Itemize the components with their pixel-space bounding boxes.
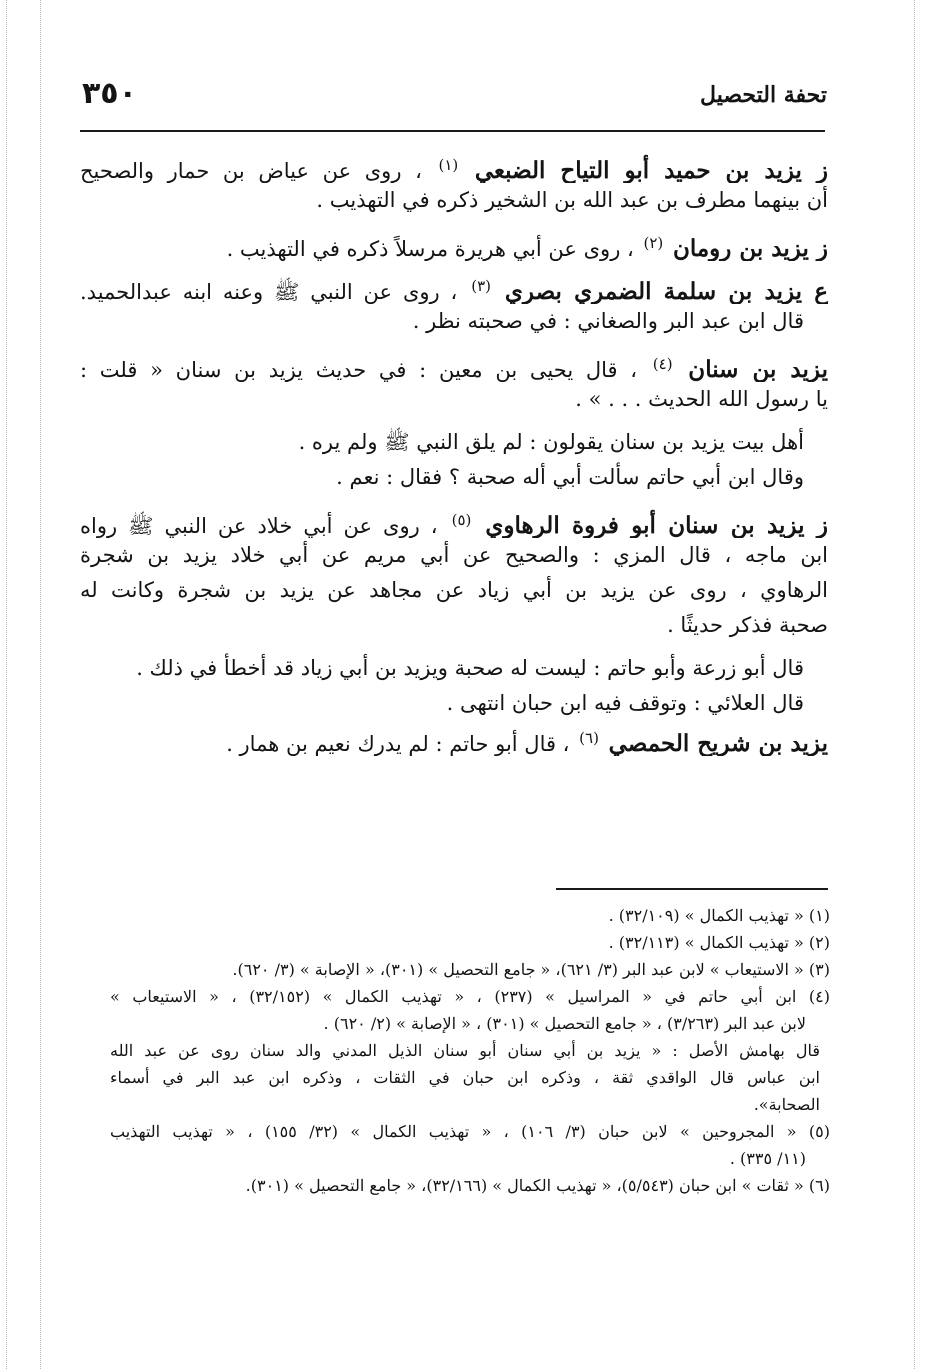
text-line: ابن ماجه ، قال المزي : والصحيح عن أبي مريم عن أبي خلاد يزيد بن شجرة <box>80 543 828 567</box>
main-text <box>80 148 828 756</box>
text-line <box>80 721 828 756</box>
scan-edge-right <box>914 0 915 1369</box>
text-line: قال أبو زرعة وأبو حاتم : ليست له صحبة ويزيد بن أبي زياد قد أخطأ في ذلك . <box>136 656 804 680</box>
running-title: تحفة التحصيل <box>700 82 827 108</box>
text-line <box>80 503 828 538</box>
text-line <box>80 347 828 382</box>
entry-text: ، قال يحيى بن معين : في حديث يزيد بن سنان « قلت : <box>80 358 638 382</box>
text-line: الرهاوي ، روى عن يزيد بن أبي زياد عن مجاهد عن يزيد بن شجرة وكانت له <box>80 578 828 602</box>
footnote-ref: (٥) <box>451 511 472 529</box>
footnote-ref: (٢) <box>643 234 664 252</box>
footnote-ref: (٤) <box>652 355 673 373</box>
page-header <box>82 70 827 120</box>
narrator-name: يزيد بن شريح الحمصي <box>608 730 828 756</box>
header-divider <box>80 130 825 132</box>
footnote-divider <box>556 888 828 890</box>
footnote: (١) « تهذيب الكمال » (٣٢/١٠٩) . <box>608 906 830 925</box>
narrator-name: يزيد بن سنان <box>688 356 828 382</box>
text-line <box>80 148 828 183</box>
footnote-ref: (٦) <box>579 729 599 747</box>
text-line <box>80 226 828 261</box>
scan-edge-left <box>6 0 7 1369</box>
scan-edge-left-inner <box>40 0 41 1369</box>
footnote-margin-note: ابن عباس قال الواقدي ثقة ، وذكره ابن حبان في الثقات ، وذكره ابن عبد البر في أسماء <box>110 1068 820 1087</box>
entry-text: ، روى عن أبي خلاد عن النبي ﷺ رواه <box>80 514 438 538</box>
footnote-continuation: لابن عبد البر (٣/٢٦٣) ، « جامع التحصيل » (٣٠١) ، « الإصابة » (٢/ ٦٢٠) . <box>323 1014 806 1033</box>
footnote: (٣) « الاستيعاب » لابن عبد البر (٣/ ٦٢١)، « جامع التحصيل » (٣٠١)، « الإصابة » (٣/ ٦٢٠). <box>232 960 830 979</box>
text-line: صحبة فذكر حديثًا . <box>667 613 828 637</box>
narrator-name: ع يزيد بن سلمة الضمري بصري <box>504 278 828 304</box>
page-number: ٣٥٠ <box>82 76 137 111</box>
text-line: يا رسول الله الحديث . . . » . <box>575 387 828 411</box>
footnotes <box>110 902 830 1199</box>
narrator-name: ز يزيد بن سنان أبو فروة الرهاوي <box>485 512 828 538</box>
footnote-ref: (١) <box>438 156 459 174</box>
footnote-ref: (٣) <box>471 277 491 295</box>
text-line: قال العلائي : وتوقف فيه ابن حبان انتهى . <box>446 691 804 715</box>
entry-text: ، قال أبو حاتم : لم يدرك نعيم بن همار . <box>226 732 570 756</box>
footnote-margin-note: الصحابة». <box>753 1095 820 1114</box>
text-line: قال ابن عبد البر والصغاني : في صحبته نظر . <box>412 309 804 333</box>
entry-text: ، روى عن عياض بن حمار والصحيح <box>80 159 422 183</box>
footnote-continuation: (١١/ ٣٣٥) . <box>729 1149 806 1168</box>
entry-text: ، روى عن النبي ﷺ وعنه ابنه عبدالحميد. <box>80 280 458 304</box>
text-line: أن بينهما مطرف بن عبد الله بن الشخير ذكره في التهذيب . <box>316 188 828 212</box>
footnote: (٤) ابن أبي حاتم في « المراسيل » (٢٣٧) ، « تهذيب الكمال » (٣٢/١٥٢) ، « الاستيعاب » <box>110 987 830 1006</box>
footnote: (٥) « المجروحين » لابن حبان (٣/ ١٠٦) ، « تهذيب الكمال » (٣٢/ ١٥٥) ، « تهذيب التهذيب <box>110 1122 830 1141</box>
text-line: أهل بيت يزيد بن سنان يقولون : لم يلق النبي ﷺ ولم يره . <box>298 430 804 454</box>
footnote: (٢) « تهذيب الكمال » (٣٢/١١٣) . <box>608 933 830 952</box>
entry-text: ، روى عن أبي هريرة مرسلاً ذكره في التهذيب . <box>226 237 634 261</box>
narrator-name: ز يزيد بن رومان <box>672 235 828 261</box>
footnote: (٦) « ثقات » ابن حبان (٥/٥٤٣)، « تهذيب الكمال » (٣٢/١٦٦)، « جامع التحصيل » (٣٠١). <box>245 1176 830 1195</box>
text-line: وقال ابن أبي حاتم سألت أبي أله صحبة ؟ فقال : نعم . <box>336 465 804 489</box>
narrator-name: ز يزيد بن حميد أبو التياح الضبعي <box>474 157 828 183</box>
text-line <box>80 269 828 304</box>
footnote-margin-note: قال بهامش الأصل : « يزيد بن أبي سنان أبو سنان الذيل المدني والد سنان روى عن عبد الله <box>110 1041 820 1060</box>
